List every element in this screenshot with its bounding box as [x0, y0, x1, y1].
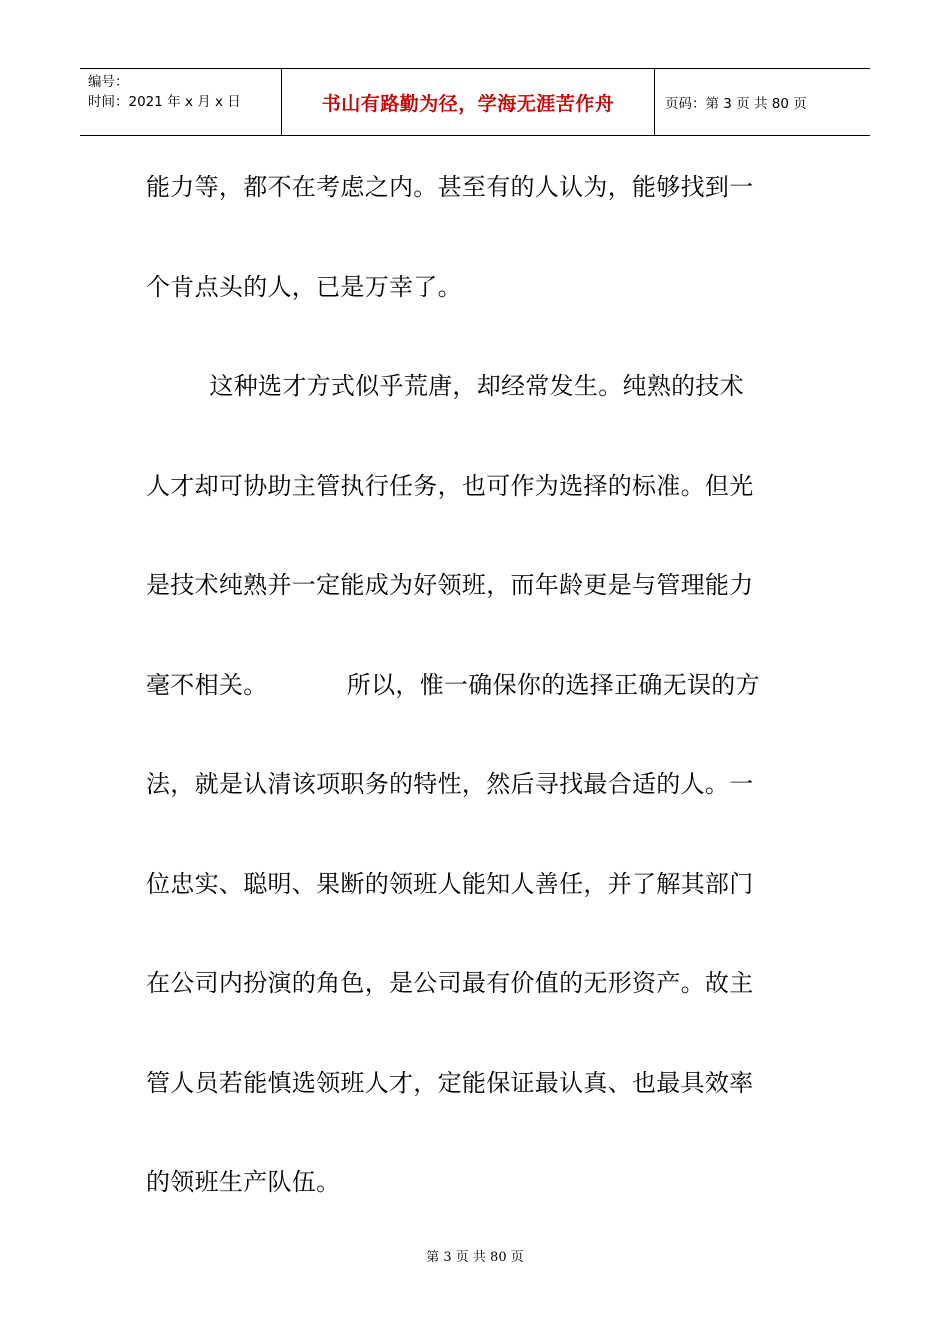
body-line: 的领班生产队伍。: [146, 1168, 341, 1196]
page-footer: [0, 1246, 950, 1265]
body-line: 个肯点头的人，已是万幸了。: [146, 272, 462, 301]
page-info-text: 页码：第 3 页 共 80 页: [665, 96, 807, 112]
body-line: 法，就是认清该项职务的特性，然后寻找最合适的人。一: [146, 770, 754, 798]
body-line: 能力等，都不在考虑之内。甚至有的人认为，能够找到一: [146, 173, 754, 201]
page-info-cell: [655, 69, 870, 135]
header-meta-cell: [80, 69, 282, 135]
body-line: 是技术纯熟并一定能成为好领班，而年龄更是与管理能力: [146, 571, 754, 599]
body-line: 这种选才方式似乎荒唐，却经常发生。纯熟的技术: [146, 372, 745, 400]
page-header: [80, 68, 870, 136]
motto-cell: [282, 69, 655, 135]
date-text: 时间：2021 年 x 月 x 日: [88, 94, 241, 110]
body-line: 毫不相关。 所以，惟一确保你的选择正确无误的方: [146, 670, 760, 699]
body-line: 管人员若能慎选领班人才，定能保证最认真、也最具效率: [146, 1068, 754, 1097]
motto-text: 书山有路勤为径，学海无涯苦作舟: [321, 92, 615, 115]
body-line: 在公司内扮演的角色，是公司最有价值的无形资产。故主: [146, 969, 754, 997]
body-line: 位忠实、聪明、果断的领班人能知人善任，并了解其部门: [146, 869, 754, 898]
footer-page-number: 第 3 页 共 80 页: [426, 1250, 524, 1265]
serial-label: 编号：: [88, 74, 129, 90]
body-line: 人才却可协助主管执行任务，也可作为选择的标准。但光: [146, 471, 754, 500]
body-text: [146, 162, 806, 1257]
